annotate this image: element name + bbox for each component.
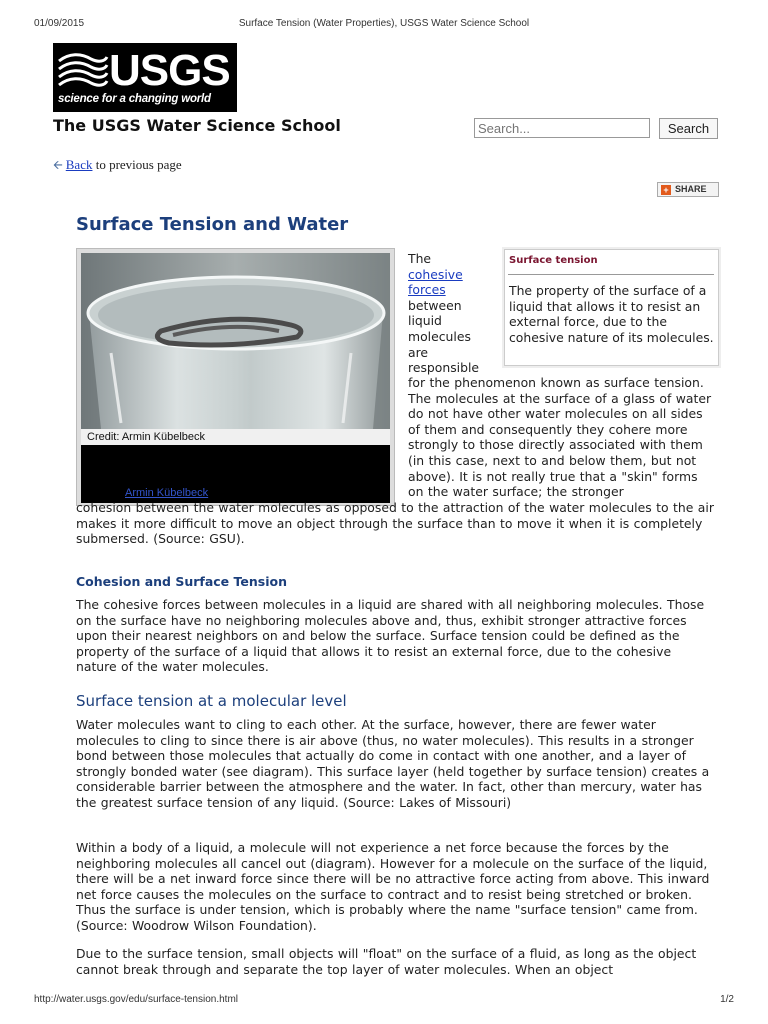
site-title: The USGS Water Science School <box>53 116 341 135</box>
usgs-logo[interactable] <box>53 43 237 112</box>
section-heading-cohesion: Cohesion and Surface Tension <box>76 574 287 589</box>
print-url: http://water.usgs.gov/edu/surface-tension.html <box>34 994 238 1005</box>
logo-tagline: science for a changing world <box>58 93 211 105</box>
section-paragraph-molecular-1: Water molecules want to cling to each other. At the surface, however, there are fewer water molecules to cling to since there is air above (thus, no water molecules). This results in a stronger bond between those molecules that actually do come in contact with one another, and a layer of strongly bonded water (see diagram). This surface layer (held together by surface tension) creates a considerable barrier between the atmosphere and the water. In fact, other than mercury, water has the greatest surface tension of any liquid. (Source: Lakes of Missouri) <box>76 717 710 810</box>
usgs-wave-icon <box>57 51 109 91</box>
search-input[interactable] <box>474 118 650 138</box>
section-paragraph-molecular-3: Due to the surface tension, small objects will "float" on the surface of a fluid, as long as the object cannot break through and separate the top layer of water molecules. When an object <box>76 946 697 977</box>
definition-divider <box>508 274 714 275</box>
share-button[interactable] <box>657 182 719 197</box>
intro-paragraph-start: The cohesive forces between liquid molecules are responsible <box>408 251 480 376</box>
page-title: Surface Tension and Water <box>76 214 349 235</box>
arrow-left-icon: 🡨 <box>53 158 63 172</box>
back-link-suffix: to previous page <box>92 157 182 172</box>
back-navigation <box>53 156 182 177</box>
figure-caption: Credit: Armin Kübelbeck <box>81 429 390 445</box>
section-paragraph-molecular-2: Within a body of a liquid, a molecule will not experience a net force because the forces by the neighboring molecules all cancel out (diagram). However for a molecule on the surface of the liquid, there will be a net inward force since there will be no attractive force acting from above. This inward net force causes the molecules on the surface to contract and to resist being stretched or broken. Thus the surface is under tension, which is probably where the name "surface tension" came from. (Source: Woodrow Wilson Foundation). <box>76 840 710 933</box>
print-page-title: Surface Tension (Water Properties), USGS Water Science School <box>238 18 530 29</box>
back-link[interactable]: Back <box>65 157 93 172</box>
section-paragraph-cohesion: The cohesive forces between molecules in a liquid are shared with all neighboring molecules. Those on the surface have no neighboring molecules above and, thus, exhibit stronger attractive forces upon their nearest neighbors on and below the surface. Surface tension could be defined as the property of the surface of a liquid that allows it to resist an external force, due to the cohesive nature of the water molecules. <box>76 597 705 675</box>
definition-title: Surface tension <box>509 255 598 266</box>
photo-credit-link[interactable]: Armin Kübelbeck <box>125 487 209 499</box>
plus-icon: + <box>661 185 671 195</box>
logo-wordmark: USGS <box>109 46 230 95</box>
cohesive-forces-link[interactable]: cohesive forces <box>408 266 463 298</box>
intro-paragraph-end: cohesion between the water molecules as opposed to the attraction of the water molecules to the air makes it more difficult to move an object through the surface than to move it when it is completely submersed. (Source: GSU). <box>76 500 714 547</box>
print-page-number: 1/2 <box>720 994 734 1005</box>
print-date: 01/09/2015 <box>34 18 85 29</box>
share-label: SHARE <box>675 184 707 195</box>
intro-paragraph-middle: for the phenomenon known as surface tension. The molecules at the surface of a glass of water do not have other water molecules on all sides of them and consequently they cohere more strongly to those directly associated with them (in this case, next to and below them, but not above). It is not really true that a "skin" forms on the water surface; the stronger <box>408 375 712 500</box>
search-button[interactable]: Search <box>659 118 718 139</box>
definition-text: The property of the surface of a liquid that allows it to resist an external force, due to the cohesive nature of its molecules. <box>509 283 714 345</box>
paperclip-water-photo <box>81 253 390 429</box>
section-heading-molecular: Surface tension at a molecular level <box>76 692 347 710</box>
